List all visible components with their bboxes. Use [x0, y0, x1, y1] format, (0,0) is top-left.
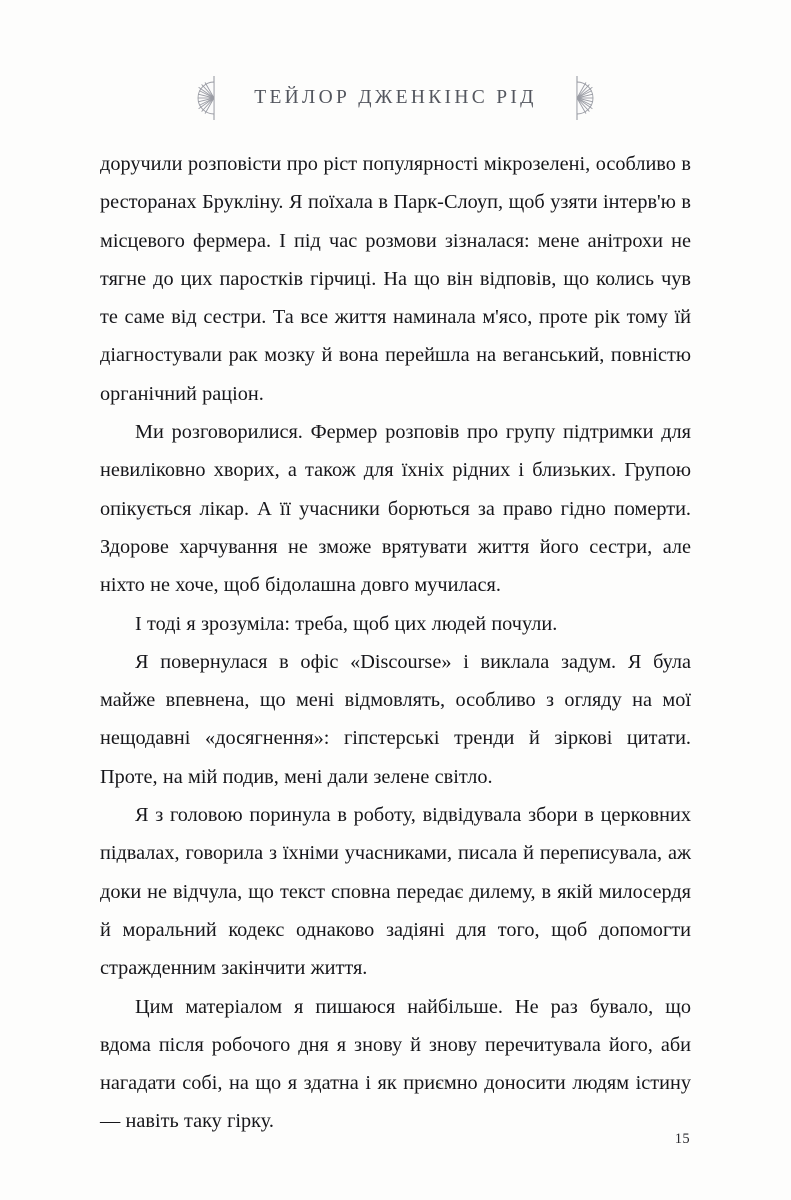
page-number: 15 — [674, 1131, 690, 1147]
half-shell-fan-left-icon — [180, 73, 224, 123]
running-header — [0, 72, 791, 124]
paragraph: доручили розповісти про ріст популярності мікрозелені, особливо в ресторанах Брукліну. Я поїхала в Парк-Слоуп, щоб узяти інтерв'ю в місцевого фермера. І під час розмови зізналася: мене анітрохи не тягне до цих паростків гірчиці. На що він відповів, що колись чув те саме від сестри. Та все життя наминала м'ясо, проте рік тому їй діагностували рак мозку й вона перейшла на веганський, повністю органічний раціон. — [100, 153, 691, 405]
paragraph: І тоді я зрозуміла: треба, щоб цих людей почули. — [135, 612, 558, 635]
paragraph: Я повернулася в офіс «Discourse» і виклала задум. Я була майже впевнена, що мені відмовлять, особливо з огляду на мої нещодавні «досягнення»: гіпстерські тренди й зіркові цитати. Проте, на мій подив, мені дали зелене світло. — [100, 650, 691, 788]
paragraph: Цим матеріалом я пишаюся найбільше. Не раз бувало, що вдома після робочого дня я знову й знову перечитувала його, аби нагадати собі, на що я здатна і як приємно доносити людям істину — навіть таку гірку. — [100, 995, 691, 1133]
paragraph: Я з головою поринула в роботу, відвідувала збори в церковних підвалах, говорила з їхніми учасниками, писала й переписувала, аж доки не відчула, що текст сповна передає дилему, в якій милосердя й моральний кодекс однаково задіяні для того, щоб допомогти стражденним закінчити життя. — [100, 804, 691, 980]
paragraph: Ми розговорилися. Фермер розповів про групу підтримки для невиліковно хворих, а також для їхніх рідних і близьких. Групою опікується лікар. А її учасники борються за право гідно померти. Здорове харчування не зможе врятувати життя його сестри, але ніхто не хоче, щоб бідолашна довго мучилася. — [100, 421, 691, 597]
body-text-block — [100, 145, 691, 1141]
page-title: ТЕЙЛОР ДЖЕНКІНС РІД — [254, 87, 537, 108]
half-shell-fan-right-icon — [567, 73, 611, 123]
